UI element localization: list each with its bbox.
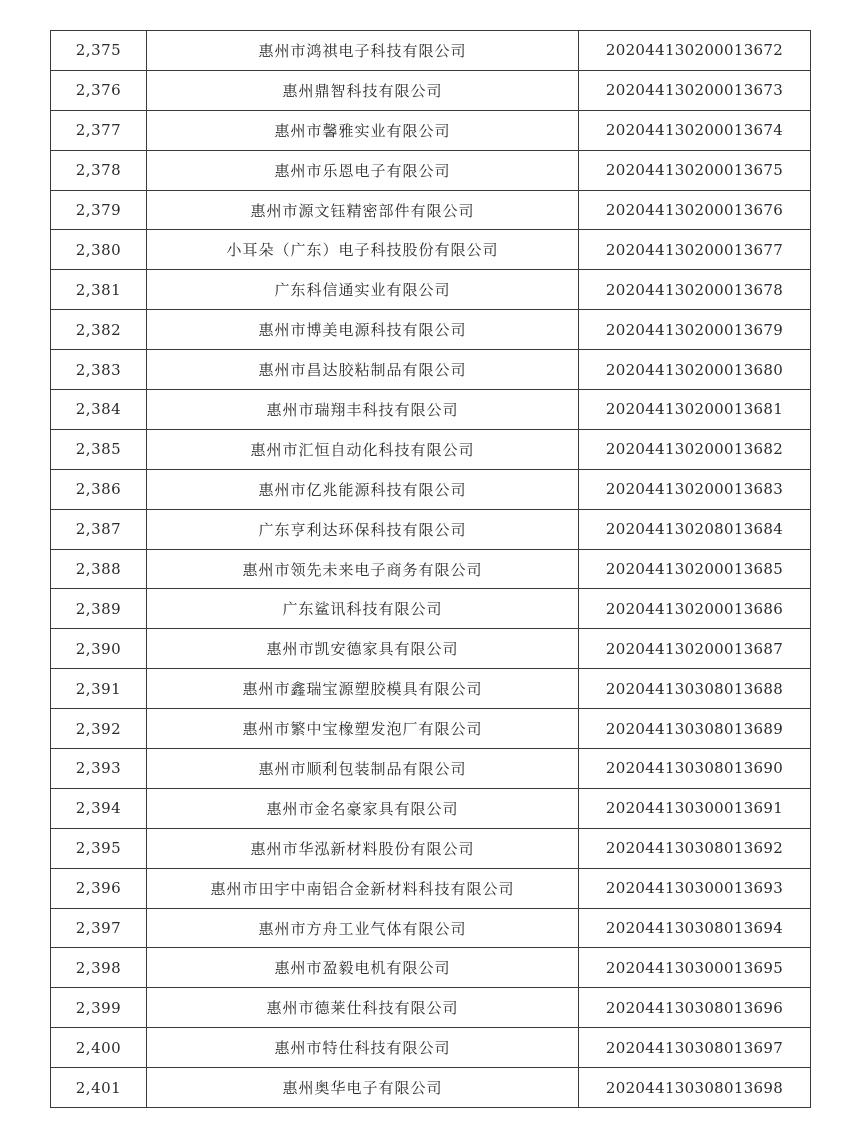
company-registry-table bbox=[50, 30, 811, 1108]
company-name-cell: 惠州市德莱仕科技有限公司 bbox=[147, 988, 579, 1028]
table-row bbox=[51, 868, 811, 908]
registry-sheet bbox=[50, 30, 810, 1108]
table-row bbox=[51, 110, 811, 150]
row-index-cell: 2,387 bbox=[51, 509, 147, 549]
company-name-cell: 惠州市方舟工业气体有限公司 bbox=[147, 908, 579, 948]
company-name-cell: 惠州市汇恒自动化科技有限公司 bbox=[147, 429, 579, 469]
registration-code-cell: 202044130200013675 bbox=[579, 150, 811, 190]
row-index-cell: 2,389 bbox=[51, 589, 147, 629]
row-index-cell: 2,384 bbox=[51, 390, 147, 430]
row-index-cell: 2,401 bbox=[51, 1068, 147, 1108]
company-name-cell: 惠州市金名豪家具有限公司 bbox=[147, 788, 579, 828]
row-index-cell: 2,394 bbox=[51, 788, 147, 828]
table-row bbox=[51, 390, 811, 430]
registration-code-cell: 202044130308013689 bbox=[579, 709, 811, 749]
company-name-cell: 惠州市繁中宝橡塑发泡厂有限公司 bbox=[147, 709, 579, 749]
registration-code-cell: 202044130208013684 bbox=[579, 509, 811, 549]
row-index-cell: 2,375 bbox=[51, 31, 147, 71]
table-row bbox=[51, 310, 811, 350]
row-index-cell: 2,390 bbox=[51, 629, 147, 669]
row-index-cell: 2,377 bbox=[51, 110, 147, 150]
registration-code-cell: 202044130308013698 bbox=[579, 1068, 811, 1108]
registration-code-cell: 202044130200013673 bbox=[579, 70, 811, 110]
registration-code-cell: 202044130200013683 bbox=[579, 469, 811, 509]
table-row bbox=[51, 350, 811, 390]
table-row bbox=[51, 828, 811, 868]
registration-code-cell: 202044130200013672 bbox=[579, 31, 811, 71]
row-index-cell: 2,397 bbox=[51, 908, 147, 948]
row-index-cell: 2,379 bbox=[51, 190, 147, 230]
table-row bbox=[51, 589, 811, 629]
company-name-cell: 惠州市田宇中南铝合金新材料科技有限公司 bbox=[147, 868, 579, 908]
registration-code-cell: 202044130308013690 bbox=[579, 749, 811, 789]
table-row bbox=[51, 190, 811, 230]
company-name-cell: 惠州市瑞翔丰科技有限公司 bbox=[147, 390, 579, 430]
registration-code-cell: 202044130200013677 bbox=[579, 230, 811, 270]
company-name-cell: 惠州市盈毅电机有限公司 bbox=[147, 948, 579, 988]
table-row bbox=[51, 549, 811, 589]
row-index-cell: 2,380 bbox=[51, 230, 147, 270]
row-index-cell: 2,398 bbox=[51, 948, 147, 988]
registration-code-cell: 202044130200013679 bbox=[579, 310, 811, 350]
registration-code-cell: 202044130200013680 bbox=[579, 350, 811, 390]
row-index-cell: 2,381 bbox=[51, 270, 147, 310]
registration-code-cell: 202044130200013681 bbox=[579, 390, 811, 430]
registration-code-cell: 202044130308013688 bbox=[579, 669, 811, 709]
row-index-cell: 2,388 bbox=[51, 549, 147, 589]
row-index-cell: 2,400 bbox=[51, 1028, 147, 1068]
company-name-cell: 惠州市源文钰精密部件有限公司 bbox=[147, 190, 579, 230]
row-index-cell: 2,391 bbox=[51, 669, 147, 709]
row-index-cell: 2,376 bbox=[51, 70, 147, 110]
table-row bbox=[51, 788, 811, 828]
company-name-cell: 惠州市乐恩电子有限公司 bbox=[147, 150, 579, 190]
registration-code-cell: 202044130308013697 bbox=[579, 1028, 811, 1068]
row-index-cell: 2,382 bbox=[51, 310, 147, 350]
table-row bbox=[51, 669, 811, 709]
registration-code-cell: 202044130300013691 bbox=[579, 788, 811, 828]
company-name-cell: 小耳朵（广东）电子科技股份有限公司 bbox=[147, 230, 579, 270]
registration-code-cell: 202044130300013693 bbox=[579, 868, 811, 908]
company-name-cell: 惠州市博美电源科技有限公司 bbox=[147, 310, 579, 350]
registration-code-cell: 202044130200013687 bbox=[579, 629, 811, 669]
table-row bbox=[51, 31, 811, 71]
company-name-cell: 惠州市凯安德家具有限公司 bbox=[147, 629, 579, 669]
row-index-cell: 2,396 bbox=[51, 868, 147, 908]
registration-code-cell: 202044130200013686 bbox=[579, 589, 811, 629]
row-index-cell: 2,393 bbox=[51, 749, 147, 789]
company-name-cell: 惠州市特仕科技有限公司 bbox=[147, 1028, 579, 1068]
row-index-cell: 2,378 bbox=[51, 150, 147, 190]
table-row bbox=[51, 230, 811, 270]
row-index-cell: 2,385 bbox=[51, 429, 147, 469]
row-index-cell: 2,392 bbox=[51, 709, 147, 749]
table-row bbox=[51, 1068, 811, 1108]
registration-code-cell: 202044130200013682 bbox=[579, 429, 811, 469]
registration-code-cell: 202044130200013676 bbox=[579, 190, 811, 230]
table-row bbox=[51, 709, 811, 749]
table-row bbox=[51, 988, 811, 1028]
registration-code-cell: 202044130308013692 bbox=[579, 828, 811, 868]
row-index-cell: 2,399 bbox=[51, 988, 147, 1028]
registration-code-cell: 202044130200013678 bbox=[579, 270, 811, 310]
company-name-cell: 惠州市鸿祺电子科技有限公司 bbox=[147, 31, 579, 71]
table-row bbox=[51, 908, 811, 948]
registration-code-cell: 202044130300013695 bbox=[579, 948, 811, 988]
table-row bbox=[51, 948, 811, 988]
registration-code-cell: 202044130200013674 bbox=[579, 110, 811, 150]
company-name-cell: 惠州市亿兆能源科技有限公司 bbox=[147, 469, 579, 509]
company-name-cell: 广东科信通实业有限公司 bbox=[147, 270, 579, 310]
company-name-cell: 惠州市华泓新材料股份有限公司 bbox=[147, 828, 579, 868]
row-index-cell: 2,386 bbox=[51, 469, 147, 509]
company-name-cell: 惠州市昌达胶粘制品有限公司 bbox=[147, 350, 579, 390]
company-name-cell: 惠州市馨雅实业有限公司 bbox=[147, 110, 579, 150]
table-row bbox=[51, 749, 811, 789]
table-row bbox=[51, 150, 811, 190]
table-row bbox=[51, 629, 811, 669]
row-index-cell: 2,395 bbox=[51, 828, 147, 868]
company-name-cell: 惠州市鑫瑞宝源塑胶模具有限公司 bbox=[147, 669, 579, 709]
table-row bbox=[51, 70, 811, 110]
company-name-cell: 广东亨利达环保科技有限公司 bbox=[147, 509, 579, 549]
company-name-cell: 惠州奥华电子有限公司 bbox=[147, 1068, 579, 1108]
table-row bbox=[51, 509, 811, 549]
registration-code-cell: 202044130200013685 bbox=[579, 549, 811, 589]
company-name-cell: 惠州鼎智科技有限公司 bbox=[147, 70, 579, 110]
table-row bbox=[51, 1028, 811, 1068]
registration-code-cell: 202044130308013696 bbox=[579, 988, 811, 1028]
table-row bbox=[51, 429, 811, 469]
table-row bbox=[51, 270, 811, 310]
company-name-cell: 广东鲨讯科技有限公司 bbox=[147, 589, 579, 629]
table-row bbox=[51, 469, 811, 509]
registration-code-cell: 202044130308013694 bbox=[579, 908, 811, 948]
row-index-cell: 2,383 bbox=[51, 350, 147, 390]
company-name-cell: 惠州市顺利包装制品有限公司 bbox=[147, 749, 579, 789]
company-name-cell: 惠州市领先未来电子商务有限公司 bbox=[147, 549, 579, 589]
registry-table-body bbox=[51, 31, 811, 1108]
